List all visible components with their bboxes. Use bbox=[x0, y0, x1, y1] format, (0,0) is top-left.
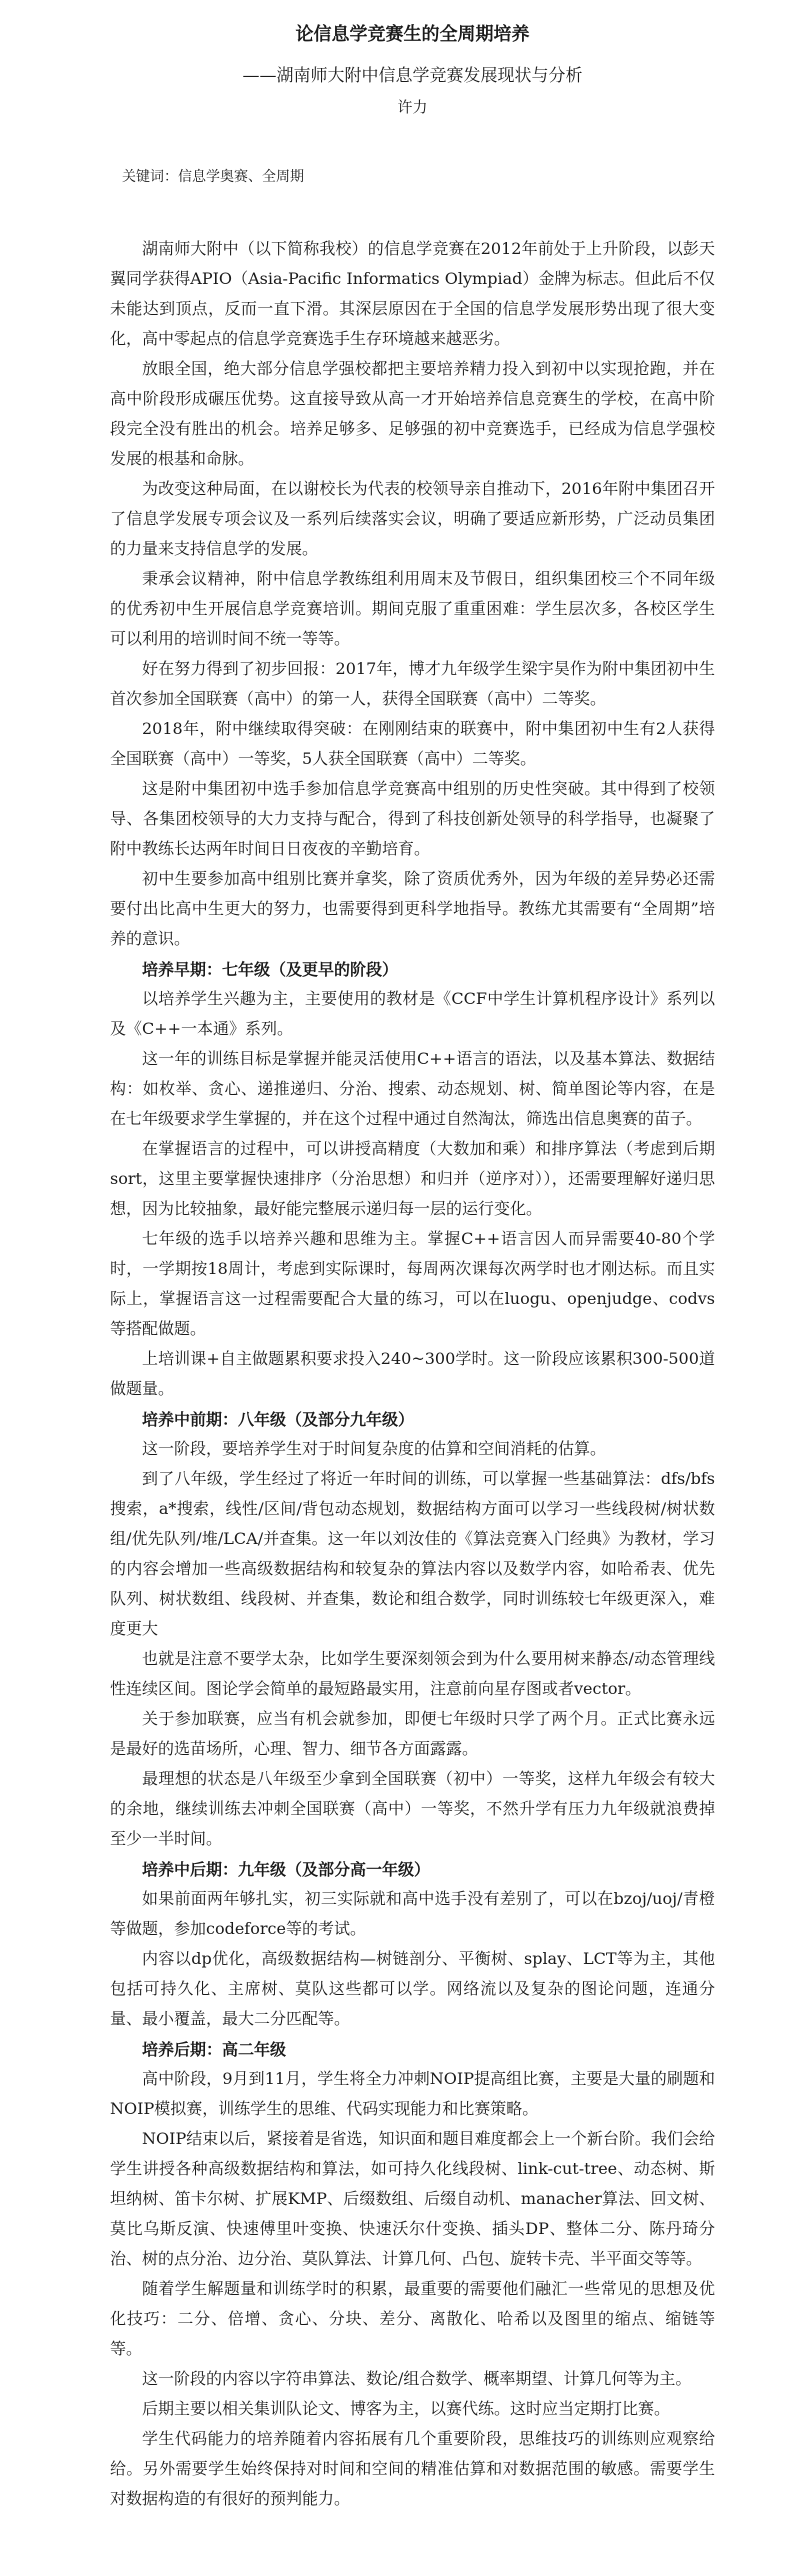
section-heading-early: 培养早期：七年级（及更早的阶段） bbox=[142, 960, 399, 979]
intro-paragraph: 2018年，附中继续取得突破：在刚刚结束的联赛中，附中集团初中生有2人获得全国联赛（高中）一等奖，5人获全国联赛（高中）二等奖。 bbox=[110, 719, 715, 768]
early-paragraph: 七年级的选手以培养兴趣和思维为主。掌握C++语言因人而异需要40-80个学时，一学期按18周计，考虑到实际课时，每周两次课每次两学时也才刚达标。而且实际上，掌握语言这一过程需要配合大量的练习，可以在luogu、openjudge、codvs等搭配做题。 bbox=[110, 1229, 715, 1338]
intro-paragraph: 这是附中集团初中选手参加信息学竞赛高中组别的历史性突破。其中得到了校领导、各集团校领导的大力支持与配合，得到了科技创新处领导的科学指导，也凝聚了附中教练长达两年时间日日夜夜的辛勤培育。 bbox=[110, 779, 715, 858]
mid-paragraph: 最理想的状态是八年级至少拿到全国联赛（初中）一等奖，这样九年级会有较大的余地，继续训练去冲刺全国联赛（高中）一等奖，不然升学有压力九年级就浪费掉至少一半时间。 bbox=[110, 1769, 715, 1848]
early-paragraph: 以培养学生兴趣为主，主要使用的教材是《CCF中学生计算机程序设计》系列以及《C++一本通》系列。 bbox=[110, 989, 715, 1038]
intro-paragraph: 放眼全国，绝大部分信息学强校都把主要培养精力投入到初中以实现抢跑，并在高中阶段形成碾压优势。这直接导致从高一才开始培养信息竞赛生的学校，在高中阶段完全没有胜出的机会。培养足够多、足够强的初中竞赛选手，已经成为信息学强校发展的根基和命脉。 bbox=[110, 359, 715, 468]
intro-paragraph: 为改变这种局面，在以谢校长为代表的校领导亲自推动下，2016年附中集团召开了信息学发展专项会议及一系列后续落实会议，明确了要适应新形势，广泛动员集团的力量来支持信息学的发展。 bbox=[110, 479, 715, 558]
late-paragraph: NOIP结束以后，紧接着是省选，知识面和题目难度都会上一个新台阶。我们会给学生讲授各种高级数据结构和算法，如可持久化线段树、link-cut-tree、动态树、斯坦纳树、笛卡尔树、扩展KMP、后缀数组、后缀自动机、manacher算法、回文树、莫比乌斯反演、快速傅里叶变换、快速沃尔什变换、插头DP、整体二分、陈丹琦分治、树的点分治、边分治、莫队算法、计算几何、凸包、旋转卡壳、半平面交等等。 bbox=[110, 2129, 715, 2268]
late-paragraph: 后期主要以相关集训队论文、博客为主，以赛代练。这时应当定期打比赛。 bbox=[142, 2399, 671, 2418]
late-paragraph: 学生代码能力的培养随着内容拓展有几个重要阶段，思维技巧的训练则应观察给给。另外需要学生始终保持对时间和空间的精准估算和对数据范围的敏感。需要学生对数据构造的有很好的预判能力。 bbox=[110, 2429, 715, 2508]
early-paragraph: 上培训课+自主做题累积要求投入240~300学时。这一阶段应该累积300-500道做题量。 bbox=[110, 1349, 715, 1398]
mid-paragraph: 也就是注意不要学太杂，比如学生要深刻领会到为什么要用树来静态/动态管理线性连续区间。图论学会简单的最短路最实用，注意前向星存图或者vector。 bbox=[110, 1649, 715, 1698]
late-paragraph: 这一阶段的内容以字符串算法、数论/组合数学、概率期望、计算几何等为主。 bbox=[142, 2369, 692, 2388]
section-heading-late: 培养后期：高二年级 bbox=[142, 2040, 287, 2059]
author-name: 许力 bbox=[397, 98, 428, 116]
intro-paragraph: 秉承会议精神，附中信息学教练组利用周末及节假日，组织集团校三个不同年级的优秀初中生开展信息学竞赛培训。期间克服了重重困难：学生层次多，各校区学生可以利用的培训时间不统一等等。 bbox=[110, 569, 715, 648]
section-heading-midlate: 培养中后期：九年级（及部分高一年级） bbox=[142, 1860, 431, 1879]
section-heading-mid: 培养中前期：八年级（及部分九年级） bbox=[142, 1410, 415, 1429]
early-paragraph: 在掌握语言的过程中，可以讲授高精度（大数加和乘）和排序算法（考虑到后期sort，这里主要掌握快速排序（分治思想）和归并（逆序对）），还需要理解好递归思想，因为比较抽象，最好能完整展示递归每一层的运行变化。 bbox=[110, 1139, 715, 1218]
midlate-paragraph: 内容以dp优化，高级数据结构—树链剖分、平衡树、splay、LCT等为主，其他包括可持久化、主席树、莫队这些都可以学。网络流以及复杂的图论问题，连通分量、最小覆盖，最大二分匹配等。 bbox=[110, 1949, 715, 2028]
intro-paragraph: 湖南师大附中（以下简称我校）的信息学竞赛在2012年前处于上升阶段，以彭天翼同学获得APIO（Asia-Pacific Informatics Olympiad）金牌为标志。但此后不仅未能达到顶点，反而一直下滑。其深层原因在于全国的信息学发展形势出现了很大变化，高中零起点的信息学竞赛选手生存环境越来越恶劣。 bbox=[110, 239, 715, 348]
mid-paragraph: 这一阶段，要培养学生对于时间复杂度的估算和空间消耗的估算。 bbox=[142, 1439, 607, 1458]
early-paragraph: 这一年的训练目标是掌握并能灵活使用C++语言的语法，以及基本算法、数据结构：如枚举、贪心、递推递归、分治、搜索、动态规划、树、简单图论等内容，在是在七年级要求学生掌握的，并在这个过程中通过自然淘汰，筛选出信息奥赛的苗子。 bbox=[110, 1049, 715, 1128]
late-paragraph: 随着学生解题量和训练学时的积累，最重要的需要他们融汇一些常见的思想及优化技巧：二分、倍增、贪心、分块、差分、离散化、哈希以及图里的缩点、缩链等等。 bbox=[110, 2279, 715, 2358]
late-paragraph: 高中阶段，9月到11月，学生将全力冲刺NOIP提高组比赛，主要是大量的刷题和NOIP模拟赛，训练学生的思维、代码实现能力和比赛策略。 bbox=[110, 2069, 715, 2118]
mid-paragraph: 关于参加联赛，应当有机会就参加，即便七年级时只学了两个月。正式比赛永远是最好的选苗场所，心理、智力、细节各方面露露。 bbox=[110, 1709, 715, 1758]
intro-paragraph: 初中生要参加高中组别比赛并拿奖，除了资质优秀外，因为年级的差异势必还需要付出比高中生更大的努力，也需要得到更科学地指导。教练尤其需要有“全周期”培养的意识。 bbox=[110, 869, 715, 948]
mid-paragraph: 到了八年级，学生经过了将近一年时间的训练，可以掌握一些基础算法：dfs/bfs搜索，a*搜索，线性/区间/背包动态规划，数据结构方面可以学习一些线段树/树状数组/优先队列/堆/LCA/并查集。这一年以刘汝佳的《算法竞赛入门经典》为教材，学习的内容会增加一些高级数据结构和较复杂的算法内容以及数学内容，如哈希表、优先队列、树状数组、线段树、并查集，数论和组合数学，同时训练较七年级更深入，难度更大 bbox=[110, 1469, 715, 1638]
intro-paragraph: 好在努力得到了初步回报：2017年，博才九年级学生梁宇昊作为附中集团初中生首次参加全国联赛（高中）的第一人，获得全国联赛（高中）二等奖。 bbox=[110, 659, 715, 708]
article-title: 论信息学竞赛生的全周期培养 bbox=[295, 24, 530, 45]
article-subtitle: ——湖南师大附中信息学竞赛发展现状与分析 bbox=[242, 66, 583, 86]
keywords: 关键词：信息学奥赛、全周期 bbox=[122, 169, 304, 185]
midlate-paragraph: 如果前面两年够扎实，初三实际就和高中选手没有差别了，可以在bzoj/uoj/青橙等做题，参加codeforce等的考试。 bbox=[110, 1889, 715, 1938]
